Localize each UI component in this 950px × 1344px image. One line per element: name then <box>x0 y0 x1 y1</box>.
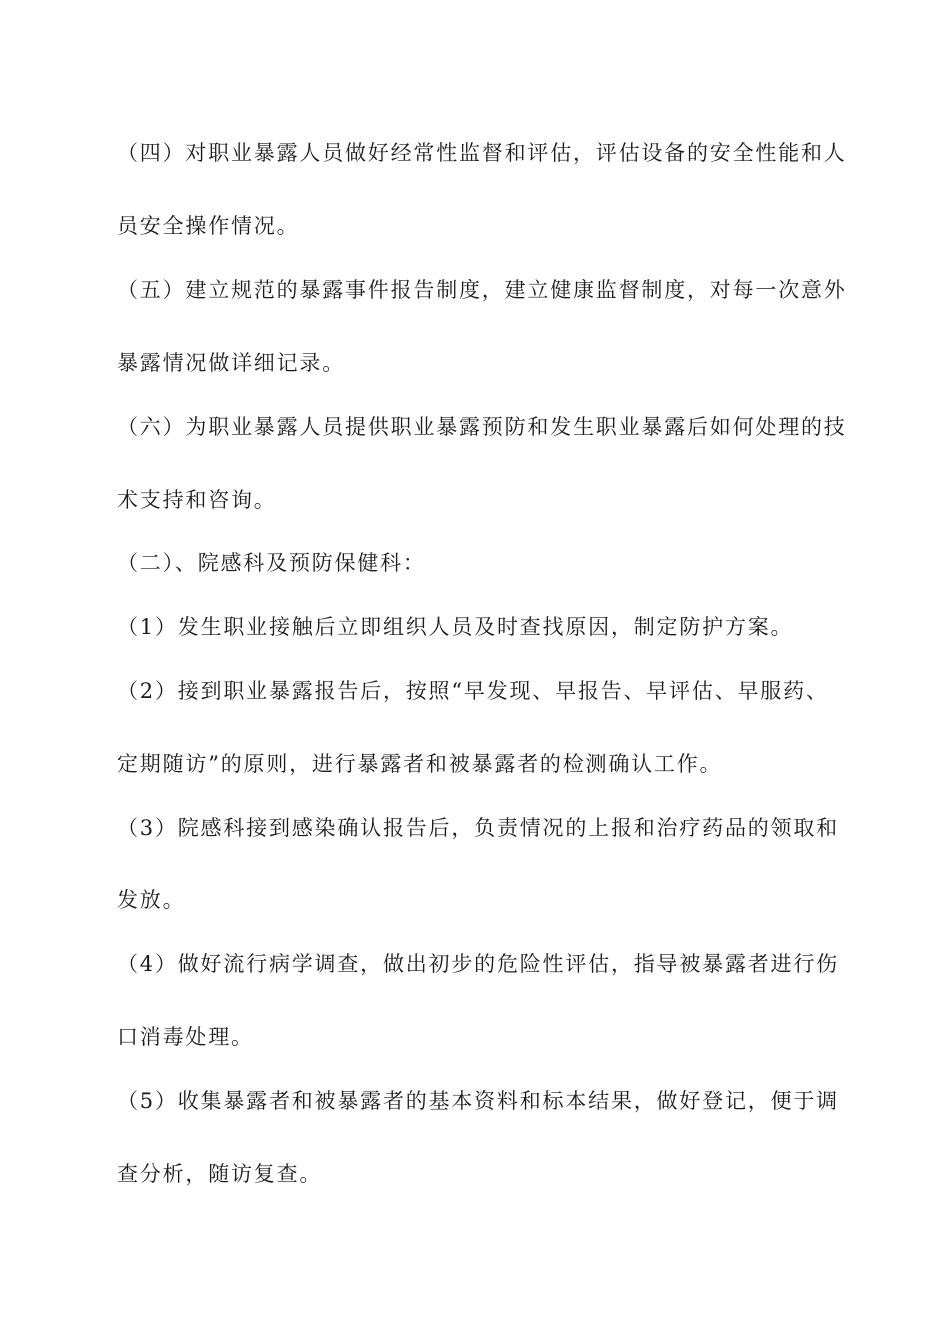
item-4-line-1: （4）做好流行病学调查，做出初步的危险性评估，指导被暴露者进行伤 <box>117 952 839 976</box>
section-heading: （二）、院感科及预防保健科： <box>117 551 426 575</box>
paragraph-5-line-1: （五）建立规范的暴露事件报告制度，建立健康监督制度，对每一次意外 <box>117 278 847 302</box>
item-4-line-2: 口消毒处理。 <box>117 1025 254 1049</box>
paragraph-4-line-2: 员安全操作情况。 <box>117 214 300 238</box>
item-3-line-1: （3）院感科接到感染确认报告后，负责情况的上报和治疗药品的领取和 <box>117 816 839 840</box>
item-2-line-2: 定期随访”的原则，进行暴露者和被暴露者的检测确认工作。 <box>117 752 723 776</box>
item-5-line-1: （5）收集暴露者和被暴露者的基本资料和标本结果，做好登记，便于调 <box>117 1089 839 1113</box>
paragraph-6-line-2: 术支持和咨询。 <box>117 488 277 512</box>
paragraph-5-line-2: 暴露情况做详细记录。 <box>117 351 345 375</box>
item-1-line-1: （1）发生职业接触后立即组织人员及时查找原因，制定防护方案。 <box>117 615 794 639</box>
paragraph-6-line-1: （六）为职业暴露人员提供职业暴露预防和发生职业暴露后如何处理的技 <box>117 415 847 439</box>
item-2-line-1: （2）接到职业暴露报告后，按照“早发现、早报告、早评估、早服药、 <box>117 679 829 703</box>
item-3-line-2: 发放。 <box>117 888 186 912</box>
item-5-line-2: 查分析，随访复查。 <box>117 1162 323 1186</box>
paragraph-4-line-1: （四）对职业暴露人员做好经常性监督和评估，评估设备的安全性能和人 <box>117 141 847 165</box>
